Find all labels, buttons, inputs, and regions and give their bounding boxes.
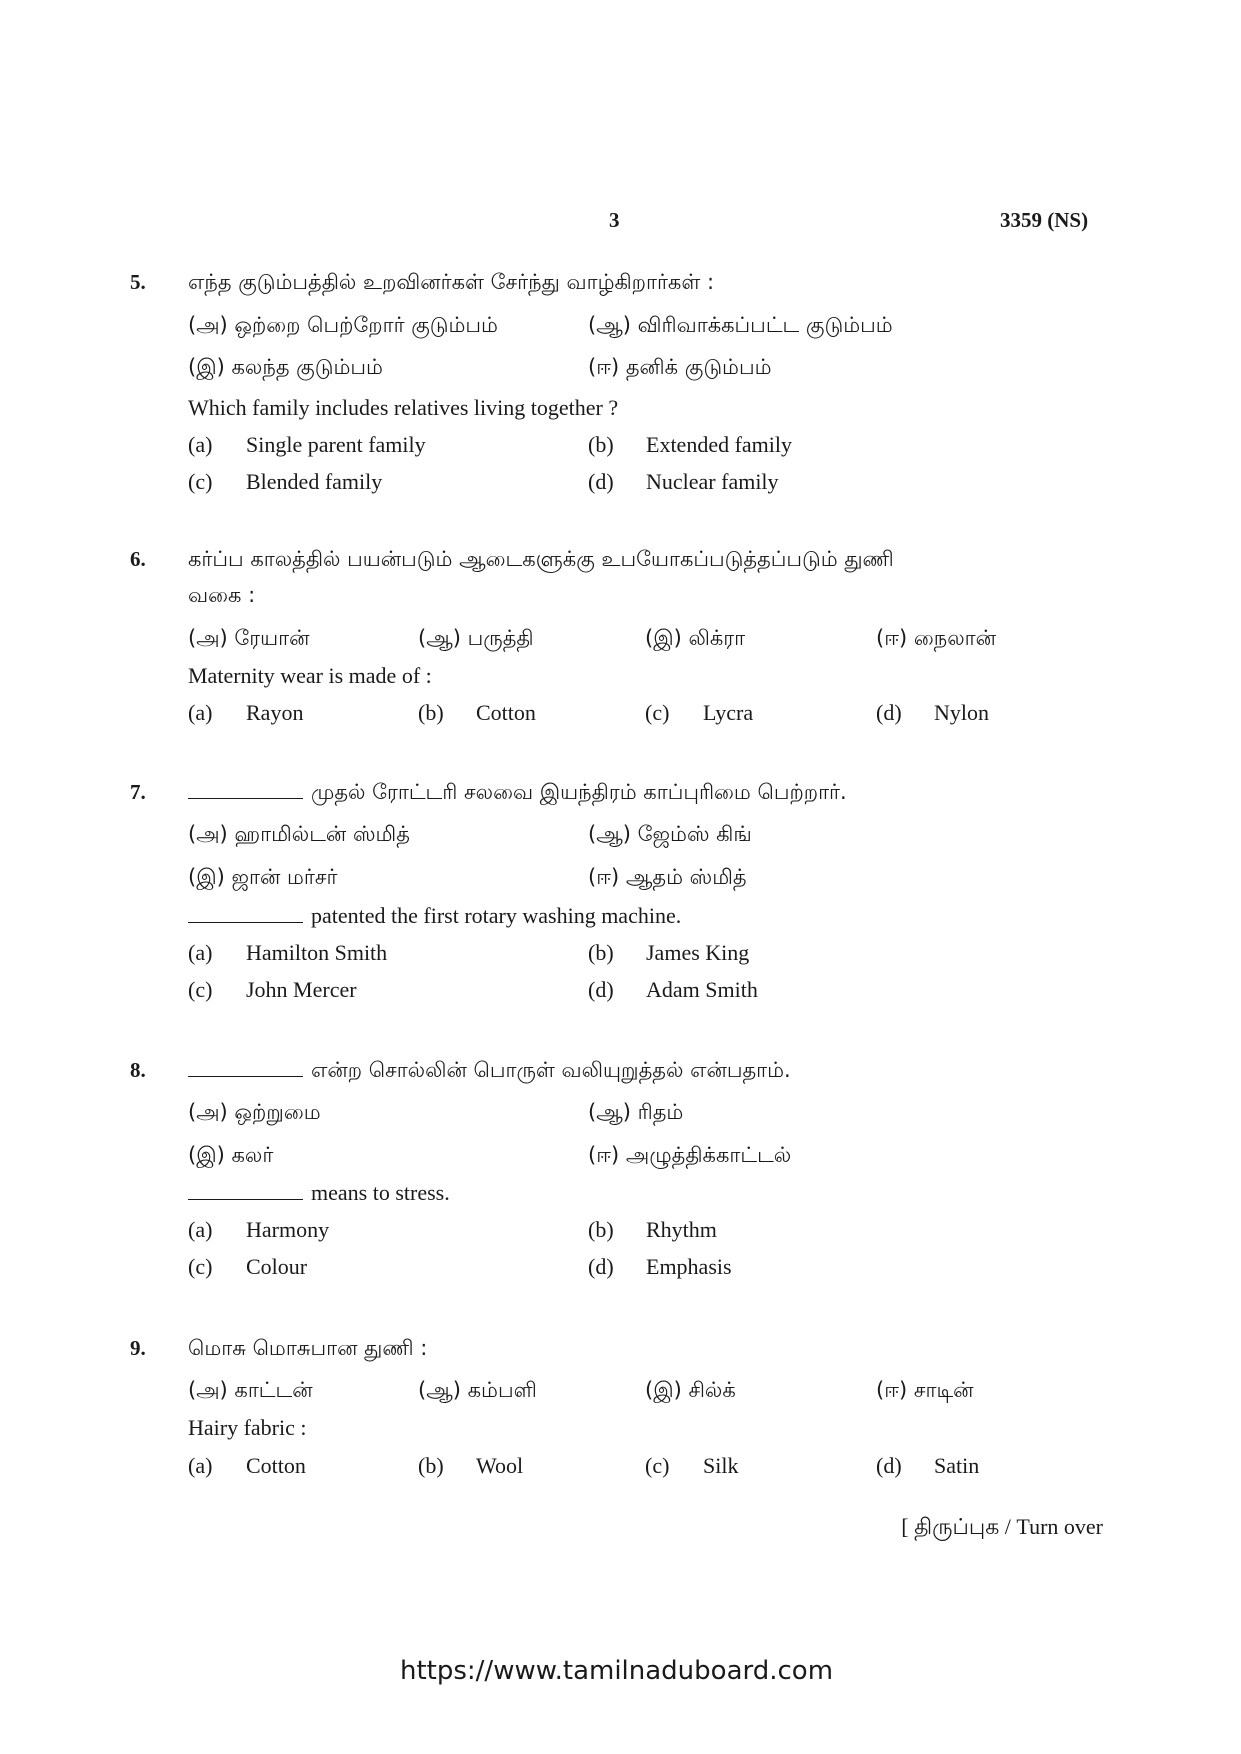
question-text-english: Which family includes relatives living together ?	[188, 395, 619, 420]
option-english-c	[645, 1453, 738, 1479]
option-english-a	[188, 940, 387, 966]
option-tamil-d: (ஈ) ஆதம் ஸ்மித்	[588, 865, 747, 889]
option-tamil-d: (ஈ) தனிக் குடும்பம்	[588, 355, 772, 379]
option-label: (c)	[188, 977, 213, 1002]
option-tamil-d: (ஈ) அழுத்திக்காட்டல்	[588, 1143, 792, 1167]
source-url-link[interactable]: https://www.tamilnaduboard.com	[400, 1656, 834, 1686]
option-label: (b)	[418, 1453, 444, 1478]
option-label: (b)	[588, 1217, 614, 1242]
option-tamil-c: (இ) ஜான் மர்சர்	[188, 865, 338, 889]
option-label: (b)	[588, 940, 614, 965]
fill-in-blank	[188, 921, 303, 923]
option-english-d	[876, 1453, 979, 1479]
option-text: Colour	[246, 1254, 308, 1279]
option-english-c	[188, 977, 357, 1003]
option-text: Cotton	[246, 1453, 306, 1478]
option-label: (a)	[188, 1453, 213, 1478]
option-label: (c)	[188, 469, 213, 494]
option-label: (d)	[588, 1254, 614, 1279]
option-text: Blended family	[246, 469, 383, 494]
option-english-b	[588, 940, 749, 966]
turn-over-note: [ திருப்புக / Turn over	[901, 1514, 1103, 1539]
option-english-a	[188, 1217, 329, 1243]
option-english-a	[188, 432, 426, 458]
option-label: (d)	[588, 469, 614, 494]
option-english-b	[588, 1217, 717, 1243]
option-text: Nylon	[934, 700, 989, 725]
option-tamil-b: (ஆ) ரிதம்	[588, 1100, 684, 1124]
option-text: James King	[646, 940, 750, 965]
option-label: (a)	[188, 1217, 213, 1242]
option-english-d	[588, 469, 779, 495]
question-text-tamil: மொசு மொசுபான துணி :	[188, 1336, 428, 1360]
option-text: Rayon	[246, 700, 304, 725]
option-text: Cotton	[476, 700, 536, 725]
fill-in-blank	[188, 1198, 303, 1200]
option-tamil-b: (ஆ) கம்பளி	[418, 1378, 537, 1402]
option-text: Emphasis	[646, 1254, 732, 1279]
question-text: என்ற சொல்லின் பொருள் வலியுறுத்தல் என்பதாம்.	[311, 1058, 791, 1082]
option-text: Hamilton Smith	[246, 940, 388, 965]
option-english-b	[588, 432, 792, 458]
option-tamil-a: (அ) ரேயான்	[188, 626, 310, 650]
question-number: 9.	[130, 1336, 146, 1360]
option-label: (c)	[645, 1453, 670, 1478]
option-text: Nuclear family	[646, 469, 779, 494]
option-label: (b)	[418, 700, 444, 725]
option-tamil-a: (அ) ஒற்றுமை	[188, 1100, 321, 1124]
question-text-tamil	[188, 780, 847, 807]
question-text-english	[188, 1180, 450, 1206]
question-text-english: Hairy fabric :	[188, 1415, 307, 1440]
option-text: Satin	[934, 1453, 980, 1478]
option-label: (c)	[188, 1254, 213, 1279]
option-text: Single parent family	[246, 432, 426, 457]
option-tamil-b: (ஆ) விரிவாக்கப்பட்ட குடும்பம்	[588, 313, 893, 337]
option-tamil-a: (அ) ஹாமில்டன் ஸ்மித்	[188, 822, 410, 846]
option-label: (a)	[188, 432, 213, 457]
option-text: Wool	[476, 1453, 524, 1478]
question-text-english	[188, 903, 681, 929]
option-text: Adam Smith	[646, 977, 758, 1002]
option-tamil-c: (இ) கலந்த குடும்பம்	[188, 355, 383, 379]
option-english-d	[588, 977, 758, 1003]
option-tamil-d: (ஈ) நைலான்	[876, 626, 996, 650]
option-english-b	[418, 1453, 523, 1479]
option-label: (a)	[188, 700, 213, 725]
page-number: 3	[609, 208, 620, 232]
question-number: 7.	[130, 780, 146, 804]
option-label: (b)	[588, 432, 614, 457]
question-text-english: Maternity wear is made of :	[188, 663, 432, 688]
option-english-d	[588, 1254, 732, 1280]
fill-in-blank	[188, 1075, 303, 1077]
option-text: Silk	[703, 1453, 739, 1478]
question-text: முதல் ரோட்டரி சலவை இயந்திரம் காப்புரிமை பெற்றார்.	[311, 780, 847, 804]
question-text: patented the first rotary washing machine.	[311, 903, 682, 928]
option-label: (a)	[188, 940, 213, 965]
option-english-a	[188, 1453, 306, 1479]
option-text: Rhythm	[646, 1217, 717, 1242]
option-label: (c)	[645, 700, 670, 725]
option-tamil-c: (இ) லிக்ரா	[645, 626, 746, 650]
option-tamil-d: (ஈ) சாடின்	[876, 1378, 974, 1402]
question-text-tamil-line2: வகை :	[188, 583, 256, 607]
option-english-c	[188, 469, 382, 495]
paper-code: 3359 (NS)	[1000, 208, 1089, 232]
question-text: means to stress.	[311, 1180, 450, 1205]
option-tamil-a: (அ) காட்டன்	[188, 1378, 313, 1402]
option-tamil-c: (இ) சில்க்	[645, 1378, 736, 1402]
option-tamil-b: (ஆ) ஜேம்ஸ் கிங்	[588, 822, 752, 846]
question-number: 5.	[130, 270, 146, 294]
option-tamil-b: (ஆ) பருத்தி	[418, 626, 534, 650]
fill-in-blank	[188, 797, 303, 799]
option-english-c	[188, 1254, 307, 1280]
option-text: John Mercer	[246, 977, 357, 1002]
option-tamil-c: (இ) கலர்	[188, 1143, 274, 1167]
option-label: (d)	[876, 1453, 902, 1478]
question-text-tamil	[188, 1058, 791, 1085]
option-label: (d)	[588, 977, 614, 1002]
option-english-a	[188, 700, 303, 726]
option-text: Extended family	[646, 432, 793, 457]
option-english-d	[876, 700, 989, 726]
option-text: Lycra	[703, 700, 754, 725]
question-number: 8.	[130, 1058, 146, 1082]
option-label: (d)	[876, 700, 902, 725]
option-text: Harmony	[246, 1217, 330, 1242]
option-english-b	[418, 700, 536, 726]
question-number: 6.	[130, 547, 146, 571]
question-text-tamil: கர்ப்ப காலத்தில் பயன்படும் ஆடைகளுக்கு உபயோகப்படுத்தப்படும் துணி	[188, 547, 894, 571]
option-tamil-a: (அ) ஒற்றை பெற்றோர் குடும்பம்	[188, 313, 498, 337]
option-english-c	[645, 700, 753, 726]
question-text-tamil: எந்த குடும்பத்தில் உறவினர்கள் சேர்ந்து வாழ்கிறார்கள் :	[188, 270, 715, 294]
